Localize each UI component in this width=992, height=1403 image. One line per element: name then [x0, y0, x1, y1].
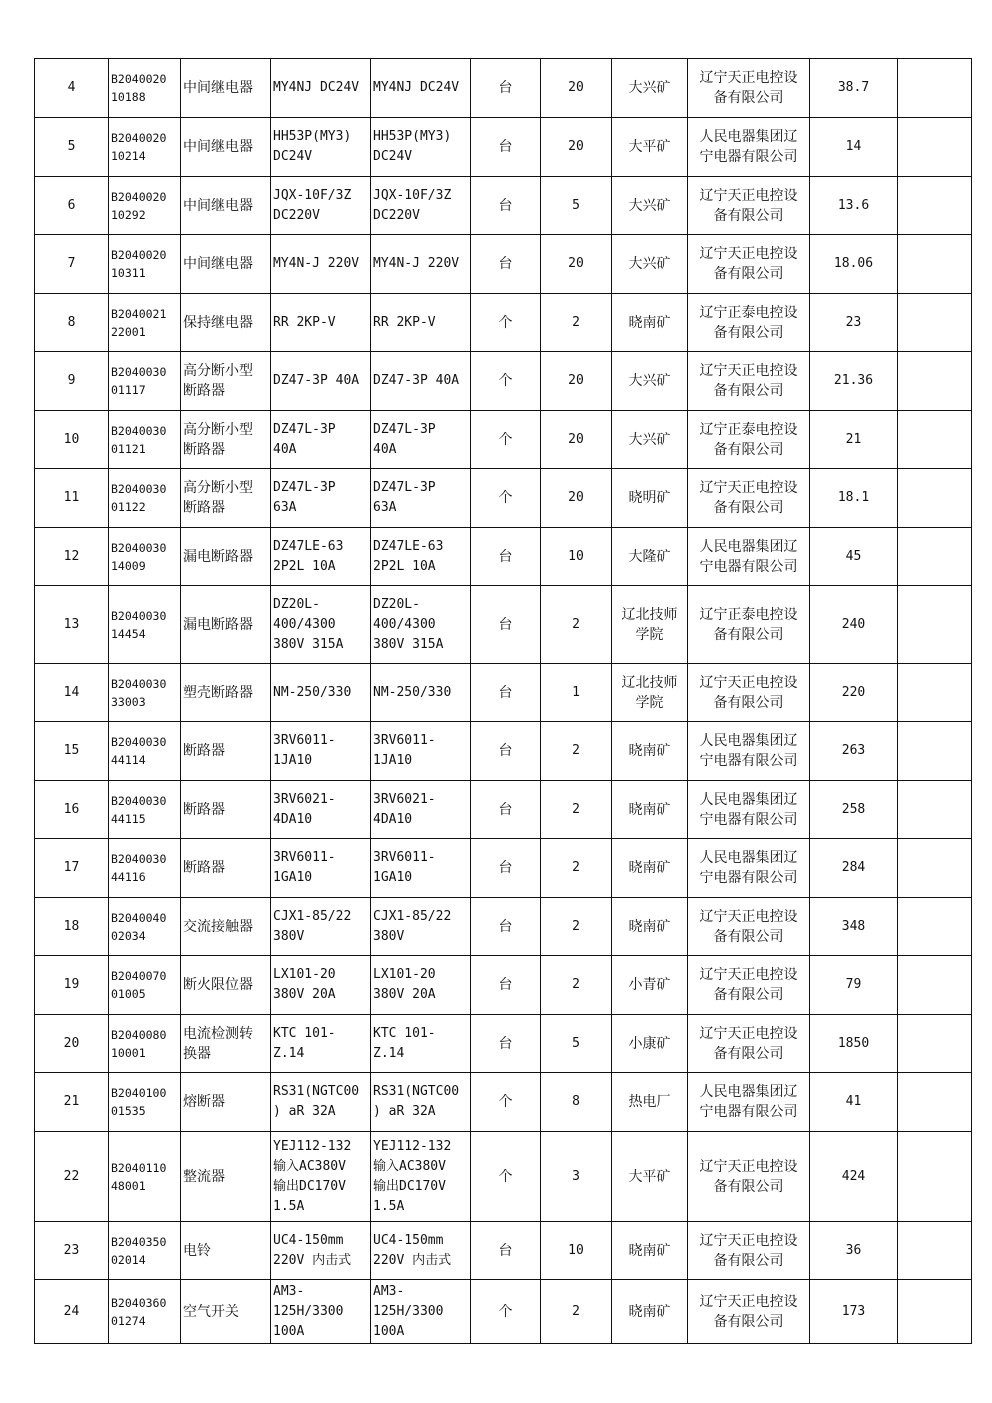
price-cell: 18.1: [810, 469, 898, 528]
material-code-cell: B2040030 44114: [109, 722, 181, 781]
table-row: [35, 1073, 972, 1132]
supplier-cell: 辽宁天正电控设 备有限公司: [688, 469, 810, 528]
table-row: [35, 118, 972, 177]
supplier-cell: 人民电器集团辽 宁电器有限公司: [688, 722, 810, 781]
quantity-cell: 10: [541, 528, 612, 586]
quantity-cell: 1: [541, 664, 612, 722]
material-name-cell: 断路器: [181, 781, 271, 839]
model-cell: NM-250/330: [371, 664, 471, 722]
material-code-cell: B2040070 01005: [109, 956, 181, 1015]
material-name-cell: 中间继电器: [181, 59, 271, 118]
price-cell: 348: [810, 898, 898, 956]
specification-cell: MY4N-J 220V: [271, 235, 371, 294]
remark-cell: [898, 664, 972, 722]
remark-cell: [898, 586, 972, 664]
unit-cell: 个: [471, 411, 541, 469]
material-name-cell: 高分断小型 断路器: [181, 411, 271, 469]
material-code-cell: B2040080 10001: [109, 1015, 181, 1073]
remark-cell: [898, 469, 972, 528]
material-code-cell: B2040030 14454: [109, 586, 181, 664]
supplier-cell: 辽宁天正电控设 备有限公司: [688, 59, 810, 118]
model-cell: 3RV6021- 4DA10: [371, 781, 471, 839]
price-cell: 14: [810, 118, 898, 177]
row-number-cell: 22: [35, 1132, 109, 1222]
material-name-cell: 中间继电器: [181, 235, 271, 294]
material-name-cell: 断路器: [181, 839, 271, 898]
parts-table: [34, 58, 972, 1344]
table-row: [35, 1132, 972, 1222]
remark-cell: [898, 528, 972, 586]
specification-cell: AM3- 125H/3300 100A: [271, 1280, 371, 1344]
price-cell: 38.7: [810, 59, 898, 118]
row-number-cell: 15: [35, 722, 109, 781]
material-code-cell: B2040030 01122: [109, 469, 181, 528]
table-row: [35, 898, 972, 956]
price-cell: 240: [810, 586, 898, 664]
remark-cell: [898, 294, 972, 352]
quantity-cell: 10: [541, 1222, 612, 1280]
price-cell: 173: [810, 1280, 898, 1344]
specification-cell: KTC 101- Z.14: [271, 1015, 371, 1073]
quantity-cell: 20: [541, 59, 612, 118]
unit-cell: 台: [471, 528, 541, 586]
specification-cell: DZ47LE-63 2P2L 10A: [271, 528, 371, 586]
site-cell: 辽北技师 学院: [612, 664, 688, 722]
price-cell: 220: [810, 664, 898, 722]
site-cell: 晓明矿: [612, 469, 688, 528]
site-cell: 晓南矿: [612, 898, 688, 956]
specification-cell: 3RV6021- 4DA10: [271, 781, 371, 839]
quantity-cell: 20: [541, 469, 612, 528]
supplier-cell: 辽宁正泰电控设 备有限公司: [688, 294, 810, 352]
model-cell: UC4-150mm 220V 内击式: [371, 1222, 471, 1280]
site-cell: 大兴矿: [612, 59, 688, 118]
price-cell: 1850: [810, 1015, 898, 1073]
site-cell: 大兴矿: [612, 177, 688, 235]
row-number-cell: 16: [35, 781, 109, 839]
remark-cell: [898, 411, 972, 469]
site-cell: 小康矿: [612, 1015, 688, 1073]
unit-cell: 台: [471, 177, 541, 235]
row-number-cell: 8: [35, 294, 109, 352]
table-row: [35, 664, 972, 722]
table-row: [35, 586, 972, 664]
model-cell: JQX-10F/3Z DC220V: [371, 177, 471, 235]
quantity-cell: 20: [541, 352, 612, 411]
unit-cell: 个: [471, 1132, 541, 1222]
specification-cell: DZ47L-3P 40A: [271, 411, 371, 469]
specification-cell: MY4NJ DC24V: [271, 59, 371, 118]
quantity-cell: 2: [541, 956, 612, 1015]
row-number-cell: 4: [35, 59, 109, 118]
remark-cell: [898, 839, 972, 898]
table-row: [35, 781, 972, 839]
table-row: [35, 528, 972, 586]
supplier-cell: 辽宁天正电控设 备有限公司: [688, 352, 810, 411]
supplier-cell: 辽宁天正电控设 备有限公司: [688, 1222, 810, 1280]
quantity-cell: 2: [541, 839, 612, 898]
model-cell: DZ20L- 400/4300 380V 315A: [371, 586, 471, 664]
supplier-cell: 辽宁天正电控设 备有限公司: [688, 664, 810, 722]
row-number-cell: 9: [35, 352, 109, 411]
row-number-cell: 12: [35, 528, 109, 586]
price-cell: 23: [810, 294, 898, 352]
remark-cell: [898, 781, 972, 839]
site-cell: 晓南矿: [612, 839, 688, 898]
table-row: [35, 59, 972, 118]
model-cell: RR 2KP-V: [371, 294, 471, 352]
specification-cell: RR 2KP-V: [271, 294, 371, 352]
row-number-cell: 5: [35, 118, 109, 177]
quantity-cell: 20: [541, 411, 612, 469]
material-name-cell: 高分断小型 断路器: [181, 469, 271, 528]
site-cell: 大兴矿: [612, 235, 688, 294]
price-cell: 284: [810, 839, 898, 898]
supplier-cell: 人民电器集团辽 宁电器有限公司: [688, 1073, 810, 1132]
remark-cell: [898, 352, 972, 411]
remark-cell: [898, 956, 972, 1015]
row-number-cell: 13: [35, 586, 109, 664]
remark-cell: [898, 59, 972, 118]
material-code-cell: B2040030 01121: [109, 411, 181, 469]
material-name-cell: 交流接触器: [181, 898, 271, 956]
unit-cell: 台: [471, 586, 541, 664]
unit-cell: 个: [471, 352, 541, 411]
material-name-cell: 电铃: [181, 1222, 271, 1280]
specification-cell: NM-250/330: [271, 664, 371, 722]
site-cell: 热电厂: [612, 1073, 688, 1132]
unit-cell: 台: [471, 722, 541, 781]
material-code-cell: B2040110 48001: [109, 1132, 181, 1222]
site-cell: 大隆矿: [612, 528, 688, 586]
model-cell: 3RV6011- 1GA10: [371, 839, 471, 898]
model-cell: 3RV6011- 1JA10: [371, 722, 471, 781]
unit-cell: 个: [471, 469, 541, 528]
price-cell: 36: [810, 1222, 898, 1280]
site-cell: 晓南矿: [612, 294, 688, 352]
row-number-cell: 14: [35, 664, 109, 722]
price-cell: 263: [810, 722, 898, 781]
table-row: [35, 722, 972, 781]
specification-cell: 3RV6011- 1JA10: [271, 722, 371, 781]
remark-cell: [898, 1073, 972, 1132]
quantity-cell: 5: [541, 177, 612, 235]
price-cell: 424: [810, 1132, 898, 1222]
specification-cell: DZ47L-3P 63A: [271, 469, 371, 528]
table-row: [35, 1222, 972, 1280]
remark-cell: [898, 177, 972, 235]
model-cell: LX101-20 380V 20A: [371, 956, 471, 1015]
material-name-cell: 断火限位器: [181, 956, 271, 1015]
price-cell: 13.6: [810, 177, 898, 235]
supplier-cell: 人民电器集团辽 宁电器有限公司: [688, 528, 810, 586]
model-cell: YEJ112-132 输入AC380V 输出DC170V 1.5A: [371, 1132, 471, 1222]
unit-cell: 台: [471, 1015, 541, 1073]
material-name-cell: 熔断器: [181, 1073, 271, 1132]
material-code-cell: B2040360 01274: [109, 1280, 181, 1344]
unit-cell: 台: [471, 898, 541, 956]
specification-cell: YEJ112-132 输入AC380V 输出DC170V 1.5A: [271, 1132, 371, 1222]
site-cell: 小青矿: [612, 956, 688, 1015]
price-cell: 45: [810, 528, 898, 586]
quantity-cell: 5: [541, 1015, 612, 1073]
material-code-cell: B2040100 01535: [109, 1073, 181, 1132]
remark-cell: [898, 1222, 972, 1280]
row-number-cell: 21: [35, 1073, 109, 1132]
row-number-cell: 10: [35, 411, 109, 469]
site-cell: 大兴矿: [612, 411, 688, 469]
material-name-cell: 空气开关: [181, 1280, 271, 1344]
quantity-cell: 2: [541, 586, 612, 664]
material-name-cell: 高分断小型 断路器: [181, 352, 271, 411]
model-cell: AM3- 125H/3300 100A: [371, 1280, 471, 1344]
quantity-cell: 2: [541, 898, 612, 956]
material-code-cell: B2040030 33003: [109, 664, 181, 722]
price-cell: 21: [810, 411, 898, 469]
row-number-cell: 17: [35, 839, 109, 898]
unit-cell: 个: [471, 294, 541, 352]
specification-cell: DZ47-3P 40A: [271, 352, 371, 411]
remark-cell: [898, 235, 972, 294]
material-code-cell: B2040030 44116: [109, 839, 181, 898]
remark-cell: [898, 118, 972, 177]
material-name-cell: 漏电断路器: [181, 586, 271, 664]
supplier-cell: 辽宁正泰电控设 备有限公司: [688, 586, 810, 664]
unit-cell: 台: [471, 1222, 541, 1280]
row-number-cell: 23: [35, 1222, 109, 1280]
supplier-cell: 人民电器集团辽 宁电器有限公司: [688, 839, 810, 898]
quantity-cell: 2: [541, 781, 612, 839]
material-name-cell: 中间继电器: [181, 118, 271, 177]
material-name-cell: 塑壳断路器: [181, 664, 271, 722]
price-cell: 79: [810, 956, 898, 1015]
model-cell: RS31(NGTC00 ) aR 32A: [371, 1073, 471, 1132]
unit-cell: 台: [471, 59, 541, 118]
supplier-cell: 辽宁天正电控设 备有限公司: [688, 1015, 810, 1073]
specification-cell: RS31(NGTC00 ) aR 32A: [271, 1073, 371, 1132]
row-number-cell: 24: [35, 1280, 109, 1344]
model-cell: HH53P(MY3) DC24V: [371, 118, 471, 177]
material-name-cell: 整流器: [181, 1132, 271, 1222]
specification-cell: DZ20L- 400/4300 380V 315A: [271, 586, 371, 664]
material-code-cell: B2040020 10188: [109, 59, 181, 118]
material-code-cell: B2040030 14009: [109, 528, 181, 586]
remark-cell: [898, 722, 972, 781]
model-cell: DZ47-3P 40A: [371, 352, 471, 411]
specification-cell: LX101-20 380V 20A: [271, 956, 371, 1015]
material-code-cell: B2040030 44115: [109, 781, 181, 839]
unit-cell: 台: [471, 235, 541, 294]
row-number-cell: 11: [35, 469, 109, 528]
unit-cell: 台: [471, 956, 541, 1015]
remark-cell: [898, 1015, 972, 1073]
table-row: [35, 294, 972, 352]
material-code-cell: B2040020 10214: [109, 118, 181, 177]
unit-cell: 台: [471, 839, 541, 898]
unit-cell: 个: [471, 1280, 541, 1344]
price-cell: 18.06: [810, 235, 898, 294]
table-body: [35, 59, 972, 1344]
site-cell: 晓南矿: [612, 722, 688, 781]
model-cell: DZ47LE-63 2P2L 10A: [371, 528, 471, 586]
supplier-cell: 辽宁正泰电控设 备有限公司: [688, 411, 810, 469]
table-row: [35, 1015, 972, 1073]
supplier-cell: 人民电器集团辽 宁电器有限公司: [688, 781, 810, 839]
material-code-cell: B2040020 10311: [109, 235, 181, 294]
supplier-cell: 辽宁天正电控设 备有限公司: [688, 1280, 810, 1344]
site-cell: 大平矿: [612, 118, 688, 177]
supplier-cell: 人民电器集团辽 宁电器有限公司: [688, 118, 810, 177]
specification-cell: JQX-10F/3Z DC220V: [271, 177, 371, 235]
table-row: [35, 411, 972, 469]
site-cell: 辽北技师 学院: [612, 586, 688, 664]
material-code-cell: B2040030 01117: [109, 352, 181, 411]
unit-cell: 个: [471, 1073, 541, 1132]
model-cell: DZ47L-3P 40A: [371, 411, 471, 469]
model-cell: KTC 101- Z.14: [371, 1015, 471, 1073]
table-row: [35, 177, 972, 235]
supplier-cell: 辽宁天正电控设 备有限公司: [688, 1132, 810, 1222]
material-code-cell: B2040350 02014: [109, 1222, 181, 1280]
unit-cell: 台: [471, 781, 541, 839]
supplier-cell: 辽宁天正电控设 备有限公司: [688, 235, 810, 294]
row-number-cell: 18: [35, 898, 109, 956]
material-code-cell: B2040040 02034: [109, 898, 181, 956]
table-row: [35, 469, 972, 528]
table-row: [35, 839, 972, 898]
quantity-cell: 2: [541, 722, 612, 781]
material-code-cell: B2040020 10292: [109, 177, 181, 235]
price-cell: 41: [810, 1073, 898, 1132]
remark-cell: [898, 1132, 972, 1222]
remark-cell: [898, 898, 972, 956]
quantity-cell: 20: [541, 235, 612, 294]
material-name-cell: 漏电断路器: [181, 528, 271, 586]
table-row: [35, 352, 972, 411]
site-cell: 晓南矿: [612, 1280, 688, 1344]
material-name-cell: 保持继电器: [181, 294, 271, 352]
table-row: [35, 956, 972, 1015]
row-number-cell: 19: [35, 956, 109, 1015]
supplier-cell: 辽宁天正电控设 备有限公司: [688, 956, 810, 1015]
specification-cell: HH53P(MY3) DC24V: [271, 118, 371, 177]
site-cell: 大兴矿: [612, 352, 688, 411]
unit-cell: 台: [471, 664, 541, 722]
model-cell: MY4N-J 220V: [371, 235, 471, 294]
material-name-cell: 断路器: [181, 722, 271, 781]
site-cell: 大平矿: [612, 1132, 688, 1222]
unit-cell: 台: [471, 118, 541, 177]
site-cell: 晓南矿: [612, 1222, 688, 1280]
price-cell: 258: [810, 781, 898, 839]
supplier-cell: 辽宁天正电控设 备有限公司: [688, 177, 810, 235]
material-name-cell: 中间继电器: [181, 177, 271, 235]
model-cell: DZ47L-3P 63A: [371, 469, 471, 528]
material-name-cell: 电流检测转 换器: [181, 1015, 271, 1073]
row-number-cell: 6: [35, 177, 109, 235]
site-cell: 晓南矿: [612, 781, 688, 839]
quantity-cell: 2: [541, 1280, 612, 1344]
price-cell: 21.36: [810, 352, 898, 411]
model-cell: MY4NJ DC24V: [371, 59, 471, 118]
quantity-cell: 3: [541, 1132, 612, 1222]
quantity-cell: 2: [541, 294, 612, 352]
row-number-cell: 20: [35, 1015, 109, 1073]
model-cell: CJX1-85/22 380V: [371, 898, 471, 956]
supplier-cell: 辽宁天正电控设 备有限公司: [688, 898, 810, 956]
material-code-cell: B2040021 22001: [109, 294, 181, 352]
specification-cell: UC4-150mm 220V 内击式: [271, 1222, 371, 1280]
specification-cell: 3RV6011- 1GA10: [271, 839, 371, 898]
quantity-cell: 20: [541, 118, 612, 177]
row-number-cell: 7: [35, 235, 109, 294]
quantity-cell: 8: [541, 1073, 612, 1132]
specification-cell: CJX1-85/22 380V: [271, 898, 371, 956]
table-row: [35, 1280, 972, 1344]
table-row: [35, 235, 972, 294]
remark-cell: [898, 1280, 972, 1344]
